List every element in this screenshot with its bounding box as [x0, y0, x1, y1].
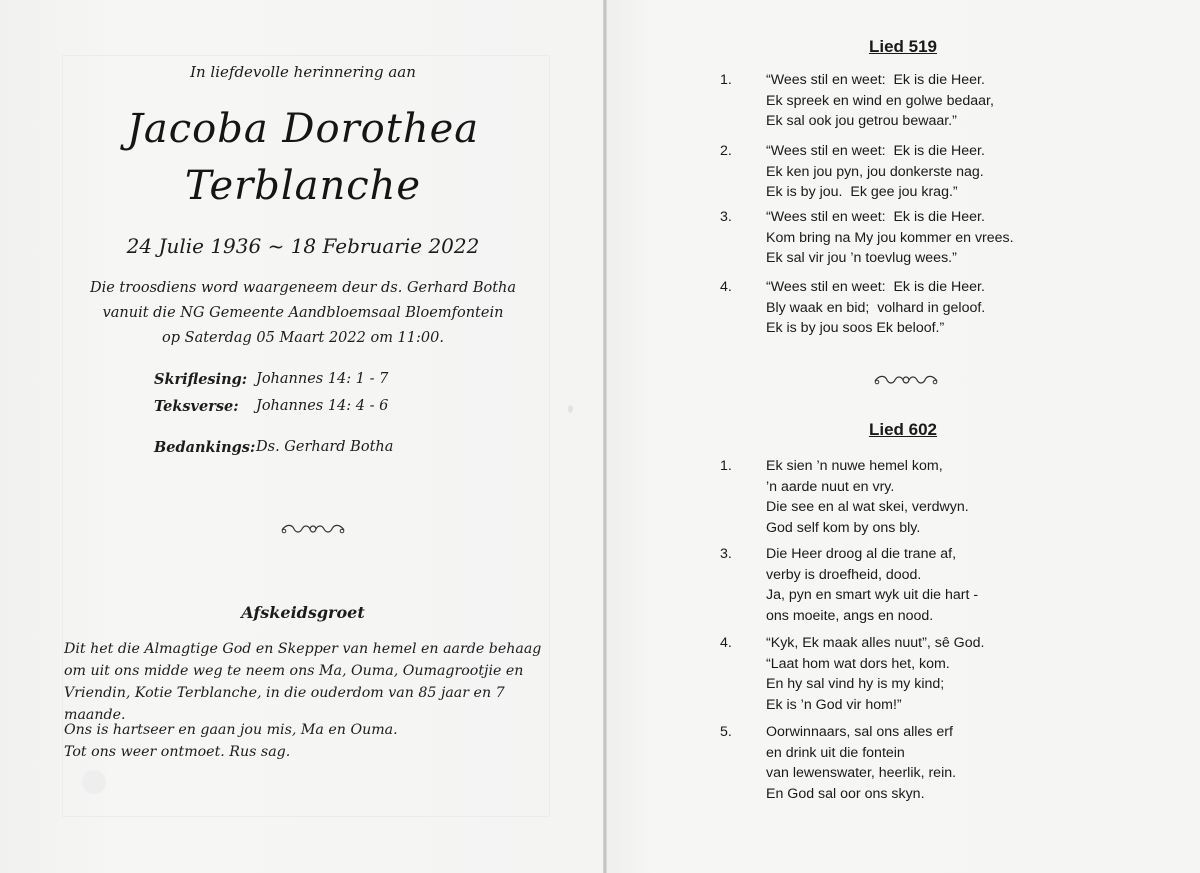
verse-number: 1. [720, 72, 732, 88]
detail-value: Ds. Gerhard Botha [256, 439, 394, 455]
service-details [0, 276, 606, 351]
verse-text: “Wees stil en weet: Ek is die Heer. Bly waak en bid; volhard in geloof. Ek is by jou soos Ek beloof.” [766, 279, 986, 336]
farewell-title: Afskeidsgroet [241, 603, 365, 622]
closing-line: Tot ons weer ontmoet. Rus sag. [64, 744, 291, 760]
verse-number: 4. [720, 635, 732, 651]
detail-label: Skriflesing: [154, 371, 248, 388]
service-line: op Saterdag 05 Maart 2022 om 11:00. [162, 330, 444, 346]
detail-value: Johannes 14: 4 - 6 [256, 398, 389, 414]
verse-text: “Wees stil en weet: Ek is die Heer. Kom bring na My jou kommer en vrees. Ek sal vir jou ’n toevlug wees.” [766, 209, 1014, 266]
verse-text: Ek sien ’n nuwe hemel kom, ’n aarde nuut en vry. Die see en al wat skei, verdwyn. God self kom by ons bly. [766, 458, 969, 536]
detail-label: Bedankings: [154, 439, 256, 456]
paper-mark [82, 770, 106, 794]
closing-line: Ons is hartseer en gaan jou mis, Ma en Ouma. [64, 722, 398, 738]
verse-number: 4. [720, 279, 732, 295]
hymn-title: Lied 602 [868, 420, 938, 439]
life-dates: 24 Julie 1936 ~ 18 Februarie 2022 [126, 234, 480, 258]
paper-mark [568, 405, 573, 413]
ornament-divider-icon [278, 522, 348, 536]
verse-number: 3. [720, 209, 732, 225]
verse-text: Oorwinnaars, sal ons alles erf en drink uit die fontein van lewenswater, heerlik, rein. En God sal oor ons skyn. [766, 724, 957, 802]
verse-number: 2. [720, 143, 732, 159]
intro-text: In liefdevolle herinnering aan [190, 63, 416, 81]
detail-label: Teksverse: [154, 398, 239, 415]
verse-number: 5. [720, 724, 732, 740]
ornament-divider-icon [871, 373, 941, 387]
verse-text: “Wees stil en weet: Ek is die Heer. Ek ken jou pyn, jou donkerste nag. Ek is by jou. Ek gee jou krag.” [766, 143, 985, 200]
service-line: Die troosdiens word waargeneem deur ds. Gerhard Botha [89, 280, 517, 296]
verse-number: 3. [720, 546, 732, 562]
verse-text: Die Heer droog al die trane af, verby is droefheid, dood. Ja, pyn en smart wyk uit die hart - ons moeite, angs en nood. [766, 546, 979, 624]
verse-text: “Wees stil en weet: Ek is die Heer. Ek spreek en wind en golwe bedaar, Ek sal ook jou getrou bewaar.” [766, 72, 994, 129]
verse-text: “Kyk, Ek maak alles nuut”, sê God. “Laat hom wat dors het, kom. En hy sal vind hy is my kind; Ek is ’n God vir hom!” [766, 635, 985, 713]
verse-number: 1. [720, 458, 732, 474]
deceased-first-names: Jacoba Dorothea [126, 106, 480, 152]
service-line: vanuit die NG Gemeente Aandbloemsaal Bloemfontein [102, 305, 504, 321]
deceased-surname: Terblanche [184, 163, 422, 209]
farewell-text: Dit het die Almagtige God en Skepper van hemel en aarde behaag om uit ons midde weg te neem ons Ma, Ouma, Oumagrootjie en Vriendin, Kotie Terblanche, in die ouderdom van 85 jaar en 7 maande. [64, 641, 542, 723]
hymn-title: Lied 519 [868, 37, 938, 56]
detail-value: Johannes 14: 1 - 7 [256, 371, 389, 387]
